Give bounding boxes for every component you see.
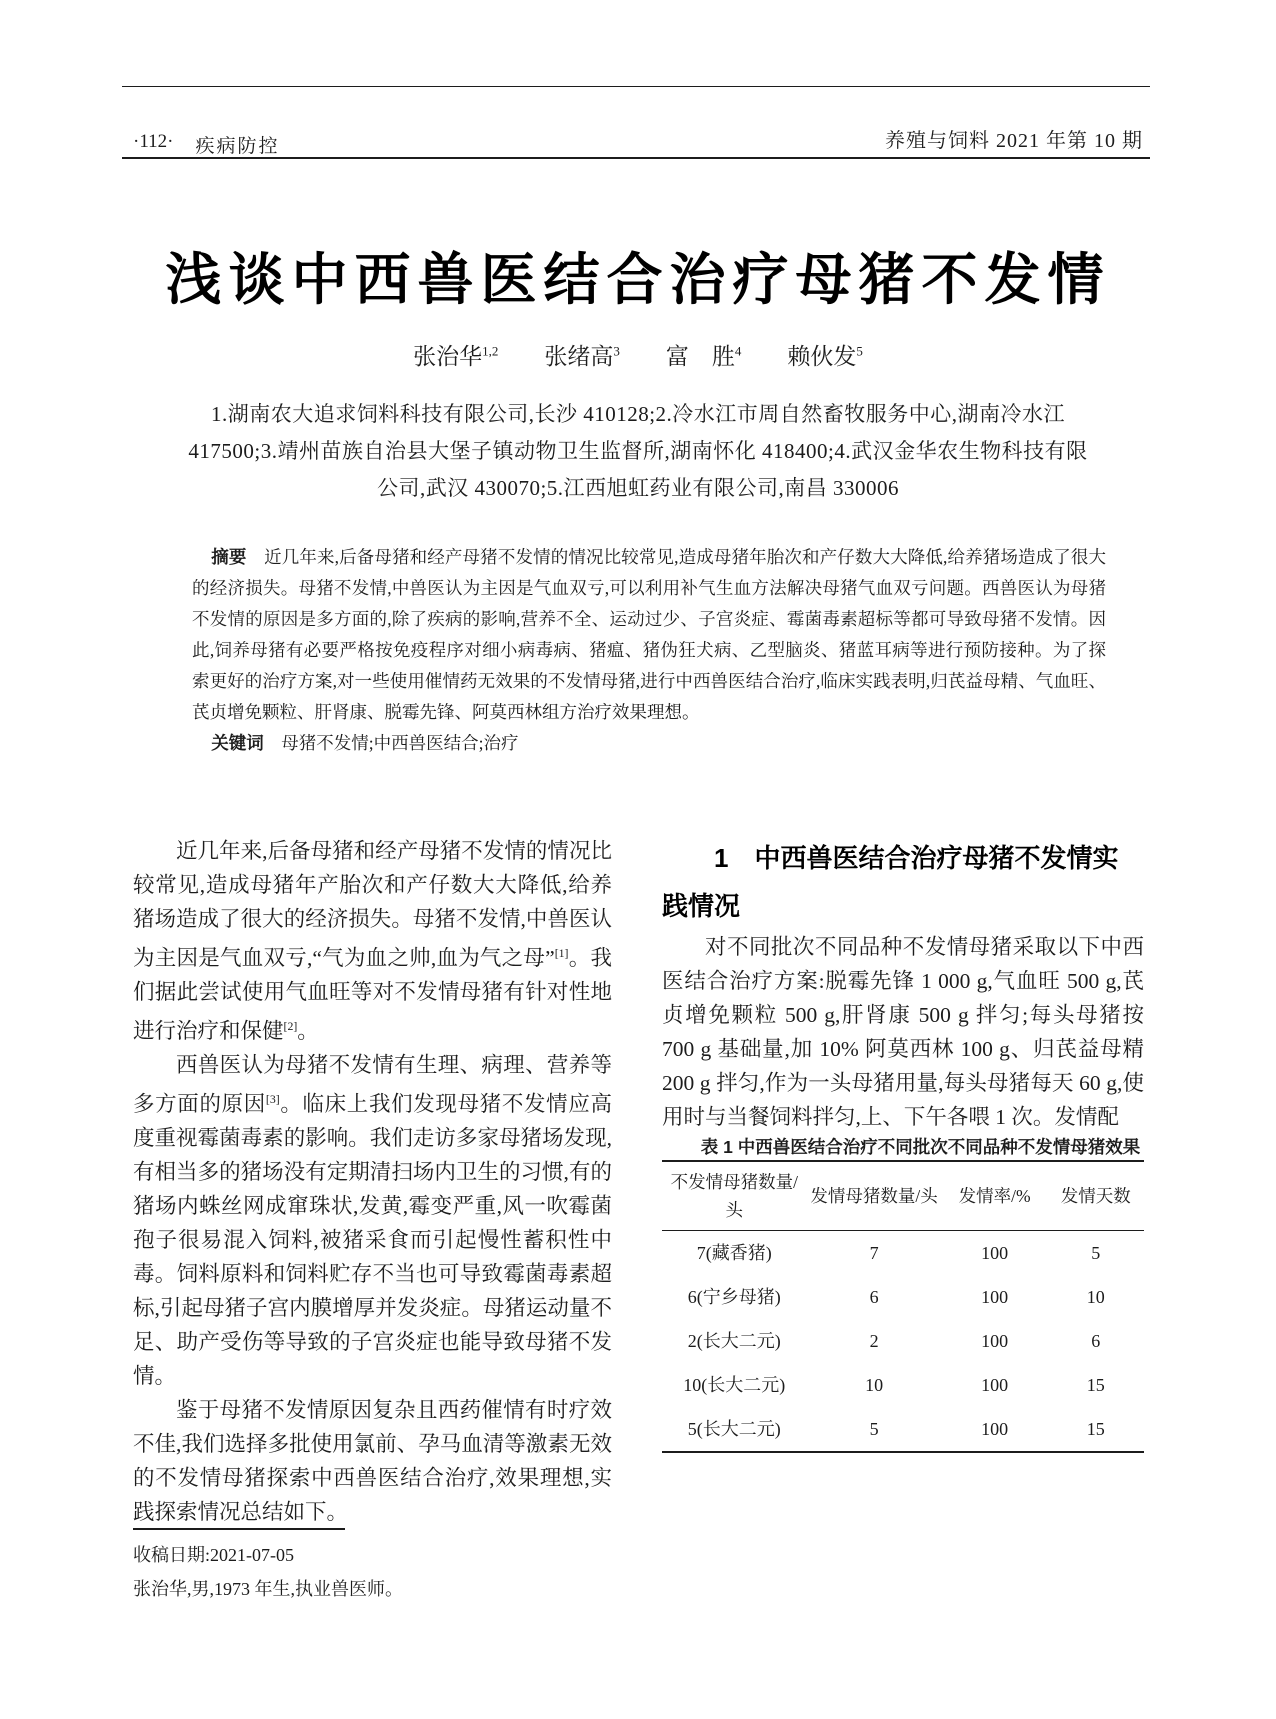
cell-anestrus-count: 10(长大二元): [683, 1375, 786, 1395]
table-header-row: [662, 1161, 1144, 1231]
author-affiliation-sup: 5: [856, 343, 863, 359]
table-row: [662, 1319, 1144, 1363]
author: [666, 338, 742, 371]
left-column: [133, 834, 612, 1529]
abstract-text: 近几年来,后备母猪和经产母猪不发情的情况比较常见,造成母猪年胎次和产仔数大大降低,给养猪场造成了很大的经济损失。母猪不发情,中兽医认为主因是气血双亏,可以利用补气生血方法解决母猪气血双亏问题。西兽医认为母猪不发情的原因是多方面的,除了疾病的影响,营养不全、运动过少、子宫炎症、霉菌毒素超标等都可导致母猪不发情。因此,饲养母猪有必要严格按免疫程序对细小病毒病、猪瘟、猪伪狂犬病、乙型脑炎、猪蓝耳病等进行预防接种。为了探索更好的治疗方案,对一些使用催情药无效果的不发情母猪,进行中西兽医结合治疗,临床实践表明,归芪益母精、气血旺、芪贞增免颗粒、肝肾康、脱霉先锋、阿莫西林组方治疗效果理想。: [192, 547, 1107, 722]
table-header-cell: 发情母猪数量/头: [807, 1161, 942, 1231]
abstract-paragraph: [192, 542, 1106, 728]
cell-estrus-count: 7: [869, 1243, 879, 1263]
cell-estrus-rate: 100: [981, 1331, 1009, 1351]
cell-estrus-rate: 100: [981, 1287, 1009, 1307]
author-affiliation-sup: 1,2: [482, 343, 499, 359]
author-name: 张治华: [413, 344, 483, 369]
table-row: [662, 1275, 1144, 1319]
body-paragraph-3: 鉴于母猪不发情原因复杂且西药催情有时疗效不佳,我们选择多批使用氯前、孕马血清等激素无效的不发情母猪探索中西兽医结合治疗,效果理想,实践探索情况总结如下。: [133, 1398, 612, 1525]
cell-anestrus-count: 2(长大二元): [687, 1331, 781, 1351]
body-paragraph-2: 西兽医认为母猪不发情有生理、病理、营养等多方面的原因[3]。临床上我们发现母猪不发情应高度重视霉菌毒素的影响。我们走访多家母猪场发现,有相当多的猪场没有定期清扫场内卫生的习惯,有的猪场内蛛丝网成窜珠状,发黄,霉变严重,风一吹霉菌孢子很易混入饲料,被猪采食而引起慢性蓄积性中毒。饲料原料和饲料贮存不当也可导致霉菌毒素超标,引起母猪子宫内膜增厚并发炎症。母猪运动量不足、助产受伤等导致的子宫炎症也能导致母猪不发情。: [133, 1053, 612, 1389]
keywords-paragraph: [192, 728, 1106, 759]
author: [544, 338, 620, 371]
table-row: [662, 1407, 1144, 1452]
table-row: [662, 1363, 1144, 1407]
author-name: 张绪高: [544, 344, 614, 369]
cell-estrus-rate: 100: [981, 1419, 1009, 1439]
table-caption: 表 1 中西兽医结合治疗不同批次不同品种不发情母猪效果: [700, 1137, 1141, 1157]
author-affiliation-sup: 4: [734, 343, 742, 359]
treatment-paragraph: 对不同批次不同品种不发情母猪采取以下中西医结合治疗方案:脱霉先锋 1 000 g,气血旺 500 g,芪贞增免颗粒 500 g,肝肾康 500 g 拌匀;每头母猪按 700 g 基础量,加 10% 阿莫西林 100 g、归芪益母精 200 g 拌匀,作为一头母猪用量,每头母猪每天 60 g,使用时与当餐饲料拌匀,上、下午各喂 1 次。发情配: [662, 935, 1144, 1129]
cell-estrus-count: 10: [865, 1375, 884, 1395]
header-left: [133, 131, 279, 158]
affiliation-line: 417500;3.靖州苗族自治县大堡子镇动物卫生监督所,湖南怀化 418400;4.武汉金华农生物科技有限: [188, 439, 1088, 463]
cell-estrus-days: 10: [1086, 1287, 1105, 1307]
author-name: 赖伙发: [787, 344, 857, 369]
table-header-cell: 发情天数: [1048, 1161, 1144, 1231]
author-bio: 张治华,男,1973 年生,执业兽医师。: [133, 1578, 403, 1599]
footnote-block: [133, 1528, 612, 1606]
top-rule: [122, 86, 1150, 87]
keywords-label: 关键词: [211, 733, 264, 753]
footnote-divider: [133, 1528, 345, 1530]
author-affiliation-sup: 3: [613, 343, 620, 359]
table-row: [662, 1231, 1144, 1276]
section-heading: 1 中西兽医结合治疗母猪不发情实践情况: [662, 843, 1119, 921]
cell-estrus-rate: 100: [981, 1375, 1009, 1395]
cell-anestrus-count: 5(长大二元): [687, 1419, 781, 1439]
article-title: 浅谈中西兽医结合治疗母猪不发情: [165, 247, 1111, 311]
results-table: [662, 1160, 1144, 1453]
header-bottom-rule: [122, 157, 1150, 159]
cell-estrus-rate: 100: [981, 1243, 1009, 1263]
table-body: [662, 1231, 1144, 1453]
cell-estrus-days: 15: [1086, 1375, 1105, 1395]
cell-estrus-count: 5: [869, 1419, 879, 1439]
table-header-cell: 不发情母猪数量/头: [662, 1161, 807, 1231]
body-paragraph-1: 近几年来,后备母猪和经产母猪不发情的情况比较常见,造成母猪年产胎次和产仔数大大降低,给养猪场造成了很大的经济损失。母猪不发情,中兽医认为主因是气血双亏,“气为血之帅,血为气之母”[1]。我们据此尝试使用气血旺等对不发情母猪有针对性地进行治疗和保健[2]。: [133, 839, 612, 1044]
affiliations: [0, 396, 1276, 507]
author: [413, 338, 498, 371]
cell-estrus-count: 6: [869, 1287, 879, 1307]
affiliation-line: 公司,武汉 430070;5.江西旭虹药业有限公司,南昌 330006: [376, 476, 900, 500]
cell-anestrus-count: 7(藏香猪): [696, 1243, 772, 1263]
section-label: 疾病防控: [195, 136, 280, 157]
abstract-label: 摘要: [211, 547, 247, 567]
page-number: ·112·: [133, 131, 174, 152]
cell-anestrus-count: 6(宁乡母猪): [687, 1287, 781, 1307]
keywords-text: 母猪不发情;中西兽医结合;治疗: [281, 733, 519, 753]
cell-estrus-count: 2: [869, 1331, 879, 1351]
cell-estrus-days: 6: [1091, 1331, 1101, 1351]
page-header: [133, 124, 1143, 158]
cell-estrus-days: 5: [1091, 1243, 1101, 1263]
cell-estrus-days: 15: [1086, 1419, 1105, 1439]
authors-row: [0, 338, 1276, 371]
right-column: [662, 834, 1144, 1453]
author: [787, 338, 863, 371]
table-header-cell: 发情率/%: [942, 1161, 1048, 1231]
affiliation-line: 1.湖南农大追求饲料科技有限公司,长沙 410128;2.冷水江市周自然畜牧服务中心,湖南冷水江: [210, 402, 1066, 426]
received-date: 收稿日期:2021-07-05: [133, 1544, 294, 1565]
journal-issue-label: 养殖与饲料 2021 年第 10 期: [885, 130, 1143, 152]
author-name: 富 胜: [665, 344, 735, 369]
abstract-block: [192, 542, 1106, 759]
